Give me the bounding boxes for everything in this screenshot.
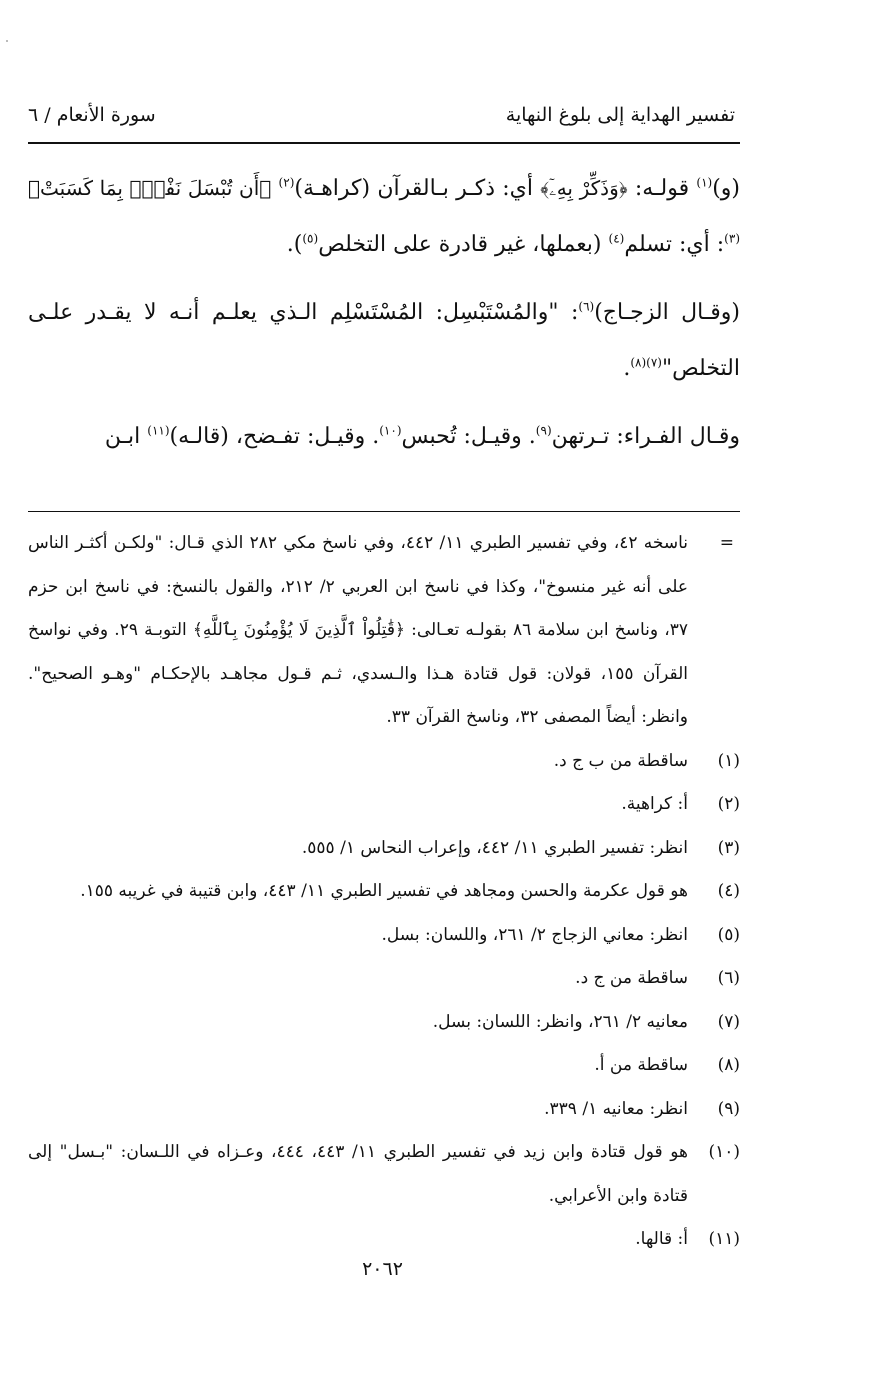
footnote-number: (٩) [717, 1098, 740, 1119]
footnote-text: معانيه ٢/ ٢٦١، وانظر: اللسان: بسل. [432, 1011, 688, 1032]
running-header [28, 104, 735, 144]
footnote-ref: (١٠) [379, 423, 402, 438]
footnote-number: (١٠) [708, 1142, 740, 1162]
footnote-text: انظر: تفسير الطبري ١١/ ٤٤٢، وإعراب النحاس ١/ ٥٥٥. [301, 837, 688, 858]
footnote-text: ساقطة من أ. [594, 1055, 688, 1075]
text-run: . [623, 356, 631, 381]
footnote-number: (٣) [717, 837, 740, 858]
footnote-text: أ: قالها. [635, 1229, 688, 1249]
footnote-text: هو قول قتادة وابن زيد في تفسير الطبري ١١/ ٤٤٣، ٤٤٤، وعـزاه في اللـسان: "بـسل" إلى قتادة وابن الأعرابي. [28, 1142, 688, 1206]
text-run: (وقـال الزجـاج) [594, 300, 741, 325]
footnote-ref: (١) [696, 175, 713, 190]
text-run [271, 176, 278, 201]
footnote-text: انظر: معاني الزجاج ٢/ ٢٦١، واللسان: بسل. [381, 924, 688, 945]
text-run: ). [286, 232, 303, 257]
paragraph-3 [28, 409, 740, 465]
footnote-number: (٥) [717, 924, 740, 945]
paragraph-2 [28, 285, 740, 397]
quran-verse: ﴿أَن تُبْسَلَ نَفْسُۢ بِمَا كَسَبَتْ﴾ [28, 176, 272, 200]
footnote-number: (٤) [717, 881, 740, 901]
footnote-item [28, 1131, 740, 1218]
text-run: قولـه: [627, 176, 697, 201]
footnote-item [28, 783, 740, 827]
footnote-item [28, 740, 740, 784]
footnote-item [28, 1088, 740, 1132]
footnote-ref: (٤) [608, 231, 625, 246]
footnote-item [28, 1218, 740, 1262]
footnote-item [28, 1044, 740, 1088]
footnote-item [28, 870, 740, 914]
main-text [28, 160, 740, 477]
footnote-list [28, 740, 740, 1262]
book-title: تفسير الهداية إلى بلوغ النهاية [505, 104, 735, 126]
footnote-number: (٧) [717, 1011, 740, 1032]
footnote-ref: (٣) [724, 231, 740, 246]
footnote-ref: (٩) [535, 423, 552, 438]
text-run: (بعملها، غير قادرة على التخلص [318, 232, 609, 257]
text-run: وقـال الفـراء: تـرتهن [551, 424, 740, 449]
footnote-item [28, 827, 740, 871]
text-run: : "والمُسْتَبْسِل: المُسْتَسْلِم الـذي يعلـم أنـه لا يقـدر علـى التخلص" [28, 300, 740, 381]
text-run: . وقيـل: تُحبس [401, 424, 536, 449]
continuation-text: ناسخه ٤٢، وفي تفسير الطبري ١١/ ٤٤٢، وفي ناسخ مكي ٢٨٢ الذي قـال: "ولكـن أكثـر الناس على أنه غير منسوخ"، وكذا في ناسخ ابن العربي ٢/ ٢١٢، والقول بالنسخ: في ناسخ ابن حزم ٣٧، وناسخ ابن سلامة ٨٦ بقولـه تعـالى: ﴿قَٰتِلُواْ ٱلَّذِينَ لَا يُؤْمِنُونَ بِٱللَّهِ﴾ التوبـة ٢٩. وفي نواسخ القرآن ١٥٥، قولان: قول قتادة هـذا والـسدي، ثـم قـول مجاهـد بالإحكـام "وهـو الصحيح". وانظر: أيضاً المصفى ٣٢، وناسخ القرآن ٣٣. [28, 533, 689, 727]
text-run: ابـن [104, 424, 148, 449]
footnote-item [28, 957, 740, 1001]
footnote-ref: (٢) [278, 175, 295, 190]
footnote-ref: (٧)(٨) [630, 355, 662, 370]
footnote-ref: (١١) [147, 423, 170, 438]
footnote-text: أ: كراهية. [621, 794, 688, 814]
footnote-item [28, 1001, 740, 1045]
text-run: . وقيـل: تفـضح، (قالـه) [169, 424, 380, 449]
footnote-item [28, 914, 740, 958]
quran-verse: ﴿وَذَكِّرْ بِهِۦٓ﴾ [540, 176, 628, 200]
footnote-ref: (٦) [578, 299, 595, 314]
continuation-marker: = [719, 533, 734, 553]
footnote-number: (٨) [717, 1055, 740, 1075]
text-run: (و) [712, 176, 740, 201]
footnote-ref: (٥) [302, 231, 319, 246]
footnotes [28, 522, 740, 1262]
footnote-number: (٢) [717, 794, 740, 814]
margin-speck [6, 40, 8, 42]
footnote-text: انظر: معانيه ١/ ٣٣٩. [544, 1098, 688, 1119]
surah-title: سورة الأنعام / ٦ [28, 104, 156, 126]
footnote-continuation [28, 522, 740, 740]
text-run: : أي: تسلم [624, 232, 725, 257]
page-number: ٢٠٦٢ [362, 1258, 403, 1280]
footnote-number: (٦) [717, 968, 740, 988]
footnote-text: هو قول عكرمة والحسن ومجاهد في تفسير الطبري ١١/ ٤٤٣، وابن قتيبة في غريبه ١٥٥. [80, 881, 688, 901]
footnote-text: ساقطة من ب ج د. [553, 750, 688, 771]
footnote-number: (١) [717, 750, 740, 771]
footnote-number: (١١) [708, 1229, 740, 1249]
header-rule [28, 142, 740, 144]
footnote-text: ساقطة من ج د. [575, 968, 688, 988]
paragraph-1 [28, 160, 740, 273]
text-run: أي: ذكـر بـالقرآن (كراهـة) [294, 176, 541, 201]
footnote-rule [28, 511, 740, 512]
